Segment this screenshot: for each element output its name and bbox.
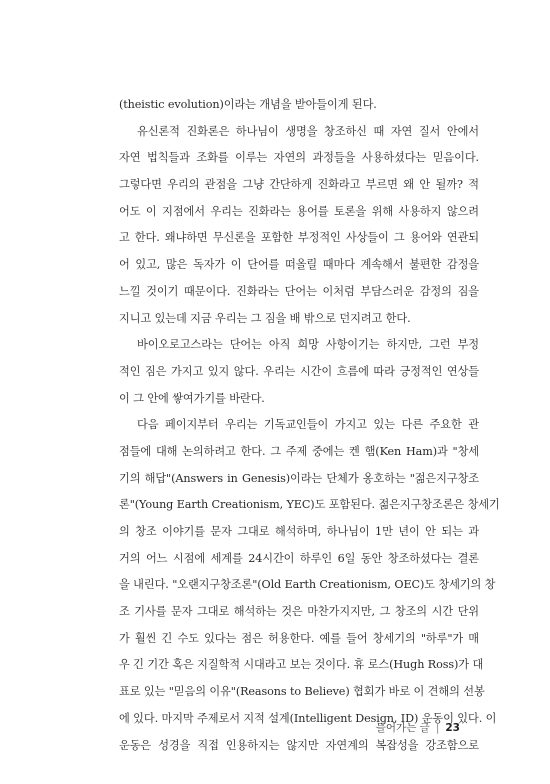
- text-line: 을 내린다. "오랜지구창조론"(Old Earth Creationism, OEC)도 창세기의 창: [119, 578, 496, 592]
- text-line: 느낄 것이기 때문이다. 진화라는 단어는 이처럼 부담스러운 감정의 짐을: [119, 284, 479, 298]
- body-text: [119, 92, 500, 759]
- text-line: 에 있다. 마지막 주제로서 지적 설계(Intelligent Design, ID) 운동이 있다. 이: [119, 711, 497, 725]
- text-line: (theistic evolution)이라는 개념을 받아들이게 된다.: [119, 98, 377, 111]
- text-line: 고 한다. 왜냐하면 무신론을 포함한 부정적인 사상들이 그 용어와 연관되: [119, 231, 479, 245]
- text-line: 자연 법칙들과 조화를 이루는 자연의 과정들을 사용하셨다는 믿음이다.: [119, 151, 479, 165]
- text-line: 어 있고, 많은 독자가 이 단어를 떠올릴 때마다 계속해서 불편한 감정을: [119, 258, 479, 272]
- text-line: 가 훨씬 긴 수도 있다는 점은 허용한다. 예를 들어 창세기의 "하루"가 매: [119, 631, 479, 645]
- text-line: 바이오로고스라는 단어는 아직 희망 사항이기는 하지만, 그런 부정: [137, 338, 479, 352]
- page-footer: [376, 720, 460, 735]
- text-line: 어도 이 지점에서 우리는 진화라는 용어를 토론을 위해 사용하지 않으려: [119, 204, 479, 218]
- text-line: 조 기사를 문자 그대로 해석하는 것은 마찬가지지만, 그 창조의 시간 단위: [119, 605, 479, 619]
- page-number: 23: [445, 721, 460, 734]
- running-header-section: 들어가는 글: [375, 722, 430, 734]
- text-line: 점들에 대해 논의하려고 한다. 그 주제 중에는 켄 햄(Ken Ham)과 "창세: [119, 444, 479, 458]
- text-line: 적인 짐은 가지고 있지 않다. 우리는 시간이 흐름에 따라 긍정적인 연상들: [119, 364, 479, 378]
- text-line: 의 창조 이야기를 문자 그대로 해석하며, 하나님이 1만 년이 안 되는 과: [119, 525, 479, 538]
- text-line: 그렇다면 우리의 관점을 그냥 간단하게 진화라고 부르면 왜 안 될까? 적: [119, 178, 479, 192]
- footer-separator: |: [435, 721, 440, 734]
- text-line: 다음 페이지부터 우리는 기독교인들이 가지고 있는 다른 주요한 관: [137, 418, 479, 432]
- text-line: 유신론적 진화론은 하나님이 생명을 창조하신 때 자연 질서 안에서: [137, 124, 479, 138]
- text-line: 거의 어느 시점에 세계를 24시간이 하루인 6일 동안 창조하셨다는 결론: [119, 551, 479, 565]
- text-line: 지니고 있는데 지금 우리는 그 짐을 배 밖으로 던지려고 한다.: [119, 311, 411, 325]
- text-line: 이 그 안에 쌓여가기를 바란다.: [119, 391, 265, 405]
- text-line: 론"(Young Earth Creationism, YEC)도 포함된다. 젊은지구창조론은 창세기: [119, 498, 500, 512]
- text-line: 운동은 성경을 직접 인용하지는 않지만 자연계의 복잡성을 강조함으로: [119, 738, 479, 752]
- text-line: 기의 해답"(Answers in Genesis)이라는 단체가 옹호하는 "젊은지구창조: [119, 471, 479, 485]
- text-line: 우 긴 기간 혹은 지질학적 시대라고 보는 것이다. 휴 로스(Hugh Ross)가 대: [119, 658, 484, 672]
- text-line: 표로 있는 "믿음의 이유"(Reasons to Believe) 협회가 바로 이 견해의 선봉: [119, 685, 485, 699]
